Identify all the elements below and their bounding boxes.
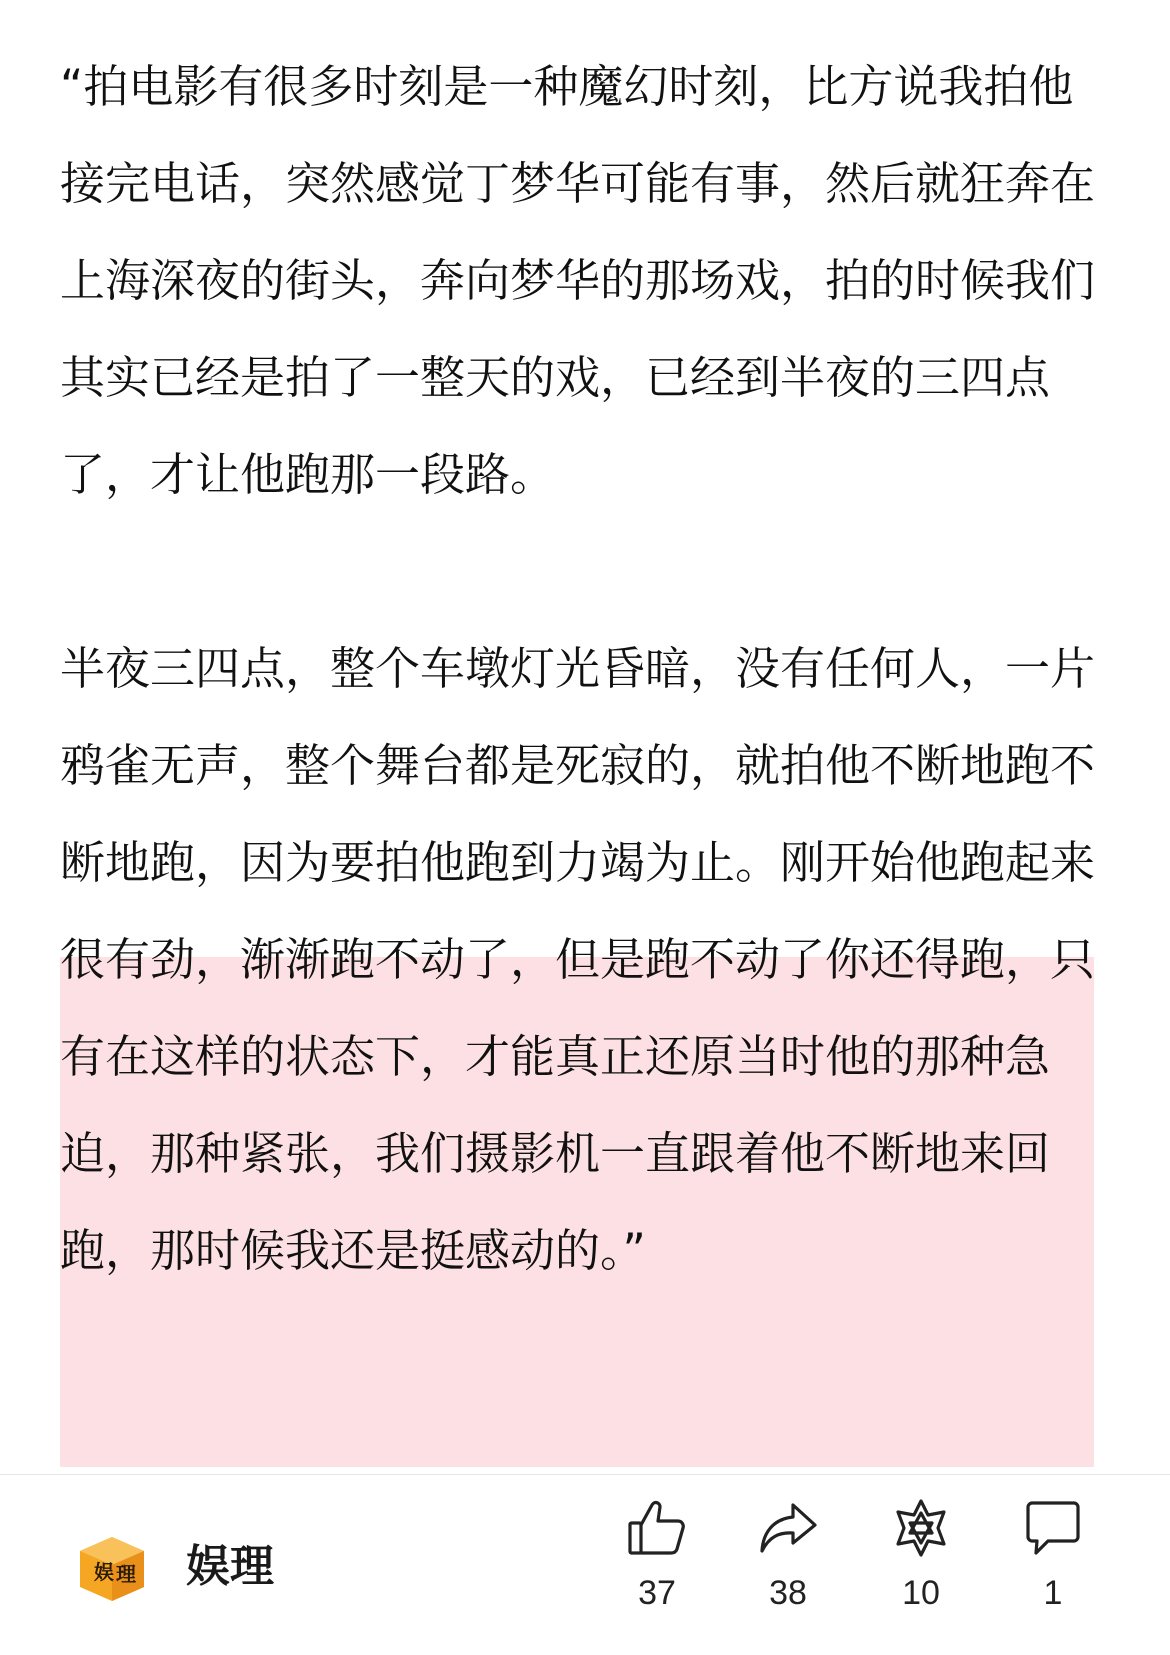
like-button[interactable] xyxy=(602,1497,712,1637)
favorite-button[interactable] xyxy=(866,1497,976,1637)
comment-bubble-icon xyxy=(1022,1497,1084,1559)
article-paragraph-1: “拍电影有很多时刻是一种魔幻时刻，比方说我拍他接完电话，突然感觉丁梦华可能有事，然后就狂奔在上海深夜的街头，奔向梦华的那场戏，拍的时候我们其实已经是拍了一整天的戏，已经到半夜的三四点了，才让他跑那一段路。 xyxy=(60,60,1096,501)
account-avatar[interactable] xyxy=(76,1531,148,1603)
svg-text:理: 理 xyxy=(116,1562,136,1586)
share-arrow-icon xyxy=(757,1497,819,1559)
thumbs-up-icon xyxy=(626,1497,688,1559)
comment-count: 1 xyxy=(1043,1574,1063,1612)
account-name[interactable]: 娱理 xyxy=(186,1541,274,1592)
share-count: 38 xyxy=(769,1574,807,1612)
article-paragraph-2: 半夜三四点，整个车墩灯光昏暗，没有任何人，一片鸦雀无声，整个舞台都是死寂的，就拍他不断地跑不断地跑，因为要拍他跑到力竭为止。刚开始他跑起来很有劲，渐渐跑不动了，但是跑不动了你还得跑，只有在这样的状态下，才能真正还原当时他的那种急迫，那种紧张，我们摄影机一直跟着他不断地来回跑，那时候我还是挺感动的。” xyxy=(60,642,1096,1277)
like-count: 37 xyxy=(638,1574,676,1612)
yuli-logo-icon xyxy=(76,1531,148,1603)
article-footer-bar xyxy=(0,1474,1170,1655)
share-button[interactable] xyxy=(733,1497,843,1637)
svg-text:娱: 娱 xyxy=(94,1560,114,1584)
favorite-count: 10 xyxy=(902,1574,940,1612)
star-outline-icon xyxy=(890,1497,952,1559)
comment-button[interactable] xyxy=(998,1497,1108,1637)
